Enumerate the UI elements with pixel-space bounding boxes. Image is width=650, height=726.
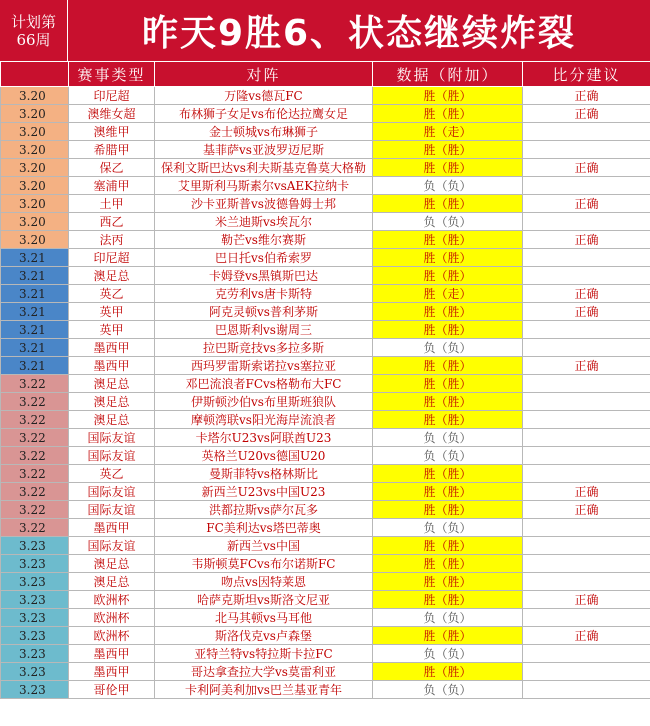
data-cell: 负（负） <box>373 645 523 663</box>
date-cell: 3.20 <box>1 213 69 231</box>
match-cell: 万隆vs德瓦FC <box>155 87 373 105</box>
league-cell: 法丙 <box>69 231 155 249</box>
league-cell: 英甲 <box>69 321 155 339</box>
table-row <box>1 87 650 105</box>
date-cell: 3.22 <box>1 429 69 447</box>
data-cell: 胜（胜） <box>373 105 523 123</box>
league-cell: 墨西甲 <box>69 357 155 375</box>
table-row <box>1 465 650 483</box>
table-row <box>1 321 650 339</box>
date-cell: 3.23 <box>1 555 69 573</box>
data-cell: 胜（胜） <box>373 267 523 285</box>
data-cell: 胜（胜） <box>373 537 523 555</box>
data-cell: 胜（胜） <box>373 591 523 609</box>
suggest-cell <box>523 537 650 555</box>
data-cell: 胜（胜） <box>373 573 523 591</box>
league-cell: 欧洲杯 <box>69 627 155 645</box>
date-cell: 3.22 <box>1 411 69 429</box>
data-cell: 负（负） <box>373 177 523 195</box>
col-header-date <box>1 62 69 87</box>
match-cell: 新西兰vs中国 <box>155 537 373 555</box>
match-cell: 勒芒vs维尔赛斯 <box>155 231 373 249</box>
data-cell: 胜（胜） <box>373 375 523 393</box>
table-row <box>1 681 650 699</box>
league-cell: 澳足总 <box>69 555 155 573</box>
suggest-cell <box>523 681 650 699</box>
data-cell: 胜（胜） <box>373 465 523 483</box>
match-cell: 摩顿湾联vs阳光海岸流浪者 <box>155 411 373 429</box>
match-cell: 吻点vs因特莱恩 <box>155 573 373 591</box>
date-cell: 3.21 <box>1 321 69 339</box>
data-cell: 负（负） <box>373 681 523 699</box>
date-cell: 3.20 <box>1 177 69 195</box>
league-cell: 墨西甲 <box>69 645 155 663</box>
table-row <box>1 339 650 357</box>
header-bar <box>0 0 650 61</box>
suggest-cell: 正确 <box>523 483 650 501</box>
data-cell: 胜（胜） <box>373 195 523 213</box>
date-cell: 3.23 <box>1 573 69 591</box>
table-row <box>1 375 650 393</box>
match-cell: 曼斯菲特vs格林斯比 <box>155 465 373 483</box>
date-cell: 3.20 <box>1 141 69 159</box>
table-row <box>1 303 650 321</box>
match-cell: 韦斯顿莫FCvs布尔诺斯FC <box>155 555 373 573</box>
data-cell: 负（负） <box>373 339 523 357</box>
date-cell: 3.23 <box>1 537 69 555</box>
match-cell: 米兰迪斯vs埃瓦尔 <box>155 213 373 231</box>
table-row <box>1 645 650 663</box>
league-cell: 墨西甲 <box>69 519 155 537</box>
page-title: 昨天9胜6、状态继续炸裂 <box>68 0 650 61</box>
league-cell: 国际友谊 <box>69 501 155 519</box>
suggest-cell: 正确 <box>523 159 650 177</box>
suggest-cell <box>523 339 650 357</box>
table-row <box>1 231 650 249</box>
data-cell: 负（负） <box>373 447 523 465</box>
match-cell: 阿克灵顿vs普利茅斯 <box>155 303 373 321</box>
table-row <box>1 663 650 681</box>
table-row <box>1 609 650 627</box>
suggest-cell <box>523 177 650 195</box>
table-row <box>1 195 650 213</box>
match-cell: 西玛罗雷斯索诺拉vs塞拉亚 <box>155 357 373 375</box>
col-header-match: 对阵 <box>155 62 373 87</box>
match-cell: 卡利阿美利加vs巴兰基亚青年 <box>155 681 373 699</box>
match-cell: 基菲萨vs亚波罗迈尼斯 <box>155 141 373 159</box>
date-cell: 3.23 <box>1 663 69 681</box>
date-cell: 3.21 <box>1 267 69 285</box>
league-cell: 印尼超 <box>69 87 155 105</box>
data-cell: 胜（走） <box>373 285 523 303</box>
date-cell: 3.23 <box>1 591 69 609</box>
date-cell: 3.20 <box>1 105 69 123</box>
data-cell: 负（负） <box>373 213 523 231</box>
data-cell: 胜（胜） <box>373 501 523 519</box>
suggest-cell <box>523 519 650 537</box>
suggest-cell <box>523 447 650 465</box>
league-cell: 国际友谊 <box>69 447 155 465</box>
league-cell: 澳足总 <box>69 573 155 591</box>
table-row <box>1 411 650 429</box>
date-cell: 3.22 <box>1 501 69 519</box>
suggest-cell: 正确 <box>523 357 650 375</box>
date-cell: 3.20 <box>1 195 69 213</box>
suggest-cell: 正确 <box>523 105 650 123</box>
league-cell: 塞浦甲 <box>69 177 155 195</box>
table-row <box>1 249 650 267</box>
table-row <box>1 627 650 645</box>
table-row <box>1 267 650 285</box>
suggest-cell <box>523 429 650 447</box>
date-cell: 3.22 <box>1 519 69 537</box>
table-row <box>1 447 650 465</box>
data-cell: 胜（胜） <box>373 231 523 249</box>
league-cell: 保乙 <box>69 159 155 177</box>
table-row <box>1 177 650 195</box>
table-row <box>1 393 650 411</box>
suggest-cell <box>523 141 650 159</box>
data-cell: 胜（胜） <box>373 141 523 159</box>
match-cell: 伊斯顿沙伯vs布里斯班狼队 <box>155 393 373 411</box>
league-cell: 国际友谊 <box>69 429 155 447</box>
match-cell: 新西兰U23vs中国U23 <box>155 483 373 501</box>
suggest-cell: 正确 <box>523 231 650 249</box>
match-cell: 拉巴斯竞技vs多拉多斯 <box>155 339 373 357</box>
date-cell: 3.21 <box>1 285 69 303</box>
suggest-cell <box>523 645 650 663</box>
date-cell: 3.21 <box>1 339 69 357</box>
league-cell: 澳维甲 <box>69 123 155 141</box>
date-cell: 3.22 <box>1 375 69 393</box>
suggest-cell <box>523 249 650 267</box>
match-cell: 卡姆登vs黑镇斯巴达 <box>155 267 373 285</box>
suggest-cell: 正确 <box>523 501 650 519</box>
table-row <box>1 555 650 573</box>
date-cell: 3.22 <box>1 393 69 411</box>
data-cell: 胜（胜） <box>373 249 523 267</box>
suggest-cell <box>523 663 650 681</box>
match-cell: 布林狮子女足vs布伦达拉鹰女足 <box>155 105 373 123</box>
suggest-cell: 正确 <box>523 285 650 303</box>
data-cell: 胜（胜） <box>373 555 523 573</box>
date-cell: 3.21 <box>1 303 69 321</box>
date-cell: 3.22 <box>1 465 69 483</box>
table-row <box>1 537 650 555</box>
league-cell: 欧洲杯 <box>69 591 155 609</box>
date-cell: 3.20 <box>1 231 69 249</box>
data-cell: 胜（胜） <box>373 663 523 681</box>
date-cell: 3.22 <box>1 447 69 465</box>
suggest-cell <box>523 555 650 573</box>
date-cell: 3.23 <box>1 627 69 645</box>
suggest-cell <box>523 213 650 231</box>
match-cell: 金士顿城vs布琳狮子 <box>155 123 373 141</box>
table-row <box>1 159 650 177</box>
suggest-cell <box>523 573 650 591</box>
table-row <box>1 591 650 609</box>
table-row <box>1 141 650 159</box>
league-cell: 澳足总 <box>69 411 155 429</box>
date-cell: 3.23 <box>1 645 69 663</box>
match-cell: 英格兰U20vs德国U20 <box>155 447 373 465</box>
date-cell: 3.23 <box>1 681 69 699</box>
league-cell: 英乙 <box>69 465 155 483</box>
league-cell: 希腊甲 <box>69 141 155 159</box>
data-cell: 胜（胜） <box>373 483 523 501</box>
col-header-suggest: 比分建议 <box>523 62 650 87</box>
league-cell: 印尼超 <box>69 249 155 267</box>
table-row <box>1 483 650 501</box>
date-cell: 3.21 <box>1 357 69 375</box>
suggest-cell: 正确 <box>523 627 650 645</box>
date-cell: 3.21 <box>1 249 69 267</box>
data-cell: 胜（胜） <box>373 87 523 105</box>
table-row <box>1 357 650 375</box>
league-cell: 澳足总 <box>69 393 155 411</box>
table-row <box>1 519 650 537</box>
match-cell: 哈萨克斯坦vs斯洛文尼亚 <box>155 591 373 609</box>
data-cell: 胜（胜） <box>373 393 523 411</box>
table-row <box>1 285 650 303</box>
data-cell: 负（负） <box>373 519 523 537</box>
data-cell: 胜（胜） <box>373 321 523 339</box>
league-cell: 哥伦甲 <box>69 681 155 699</box>
match-cell: 巴恩斯利vs谢周三 <box>155 321 373 339</box>
data-cell: 胜（胜） <box>373 357 523 375</box>
suggest-cell: 正确 <box>523 591 650 609</box>
match-cell: 巴日托vs伯希索罗 <box>155 249 373 267</box>
match-cell: 北马其顿vs马耳他 <box>155 609 373 627</box>
league-cell: 国际友谊 <box>69 537 155 555</box>
suggest-cell <box>523 123 650 141</box>
suggest-cell: 正确 <box>523 195 650 213</box>
suggest-cell <box>523 465 650 483</box>
table-row <box>1 123 650 141</box>
match-cell: 哥达拿查拉大学vs莫雷利亚 <box>155 663 373 681</box>
league-cell: 欧洲杯 <box>69 609 155 627</box>
match-cell: 艾里斯利马斯素尔vsAEK拉纳卡 <box>155 177 373 195</box>
data-cell: 胜（胜） <box>373 627 523 645</box>
data-cell: 负（负） <box>373 609 523 627</box>
data-cell: 胜（胜） <box>373 303 523 321</box>
table-row <box>1 105 650 123</box>
league-cell: 澳足总 <box>69 267 155 285</box>
match-cell: 保利文斯巴达vs利夫斯基克鲁莫大格勒 <box>155 159 373 177</box>
league-cell: 西乙 <box>69 213 155 231</box>
data-cell: 胜（走） <box>373 123 523 141</box>
plan-week-line2: 66周 <box>16 30 51 49</box>
col-header-league: 赛事类型 <box>69 62 155 87</box>
date-cell: 3.23 <box>1 609 69 627</box>
table-row <box>1 429 650 447</box>
match-cell: 斯洛伐克vs卢森堡 <box>155 627 373 645</box>
suggest-cell <box>523 393 650 411</box>
data-cell: 胜（胜） <box>373 411 523 429</box>
match-cell: 卡塔尔U23vs阿联酋U23 <box>155 429 373 447</box>
league-cell: 澳维女超 <box>69 105 155 123</box>
suggest-cell <box>523 267 650 285</box>
results-table <box>0 61 650 699</box>
league-cell: 澳足总 <box>69 375 155 393</box>
suggest-cell <box>523 609 650 627</box>
match-cell: 亚特兰特vs特拉斯卡拉FC <box>155 645 373 663</box>
plan-week-line1: 计划第 <box>10 12 56 31</box>
table-row <box>1 501 650 519</box>
table-row <box>1 213 650 231</box>
league-cell: 土甲 <box>69 195 155 213</box>
table-header-row <box>1 62 650 87</box>
suggest-cell <box>523 321 650 339</box>
match-cell: 邓巴流浪者FCvs格勒布大FC <box>155 375 373 393</box>
table-row <box>1 573 650 591</box>
date-cell: 3.22 <box>1 483 69 501</box>
data-cell: 胜（胜） <box>373 159 523 177</box>
date-cell: 3.20 <box>1 87 69 105</box>
suggest-cell <box>523 375 650 393</box>
league-cell: 墨西甲 <box>69 663 155 681</box>
col-header-data: 数据（附加） <box>373 62 523 87</box>
match-cell: FC美利达vs塔巴蒂奥 <box>155 519 373 537</box>
match-cell: 洪都拉斯vs萨尔瓦多 <box>155 501 373 519</box>
table-body <box>1 87 650 699</box>
suggest-cell: 正确 <box>523 87 650 105</box>
league-cell: 国际友谊 <box>69 483 155 501</box>
league-cell: 墨西甲 <box>69 339 155 357</box>
league-cell: 英乙 <box>69 285 155 303</box>
date-cell: 3.20 <box>1 123 69 141</box>
date-cell: 3.20 <box>1 159 69 177</box>
suggest-cell <box>523 411 650 429</box>
league-cell: 英甲 <box>69 303 155 321</box>
data-cell: 负（负） <box>373 429 523 447</box>
suggest-cell: 正确 <box>523 303 650 321</box>
match-cell: 克劳利vs唐卡斯特 <box>155 285 373 303</box>
match-cell: 沙卡亚斯普vs波德鲁姆士邦 <box>155 195 373 213</box>
plan-week-cell <box>0 0 68 61</box>
